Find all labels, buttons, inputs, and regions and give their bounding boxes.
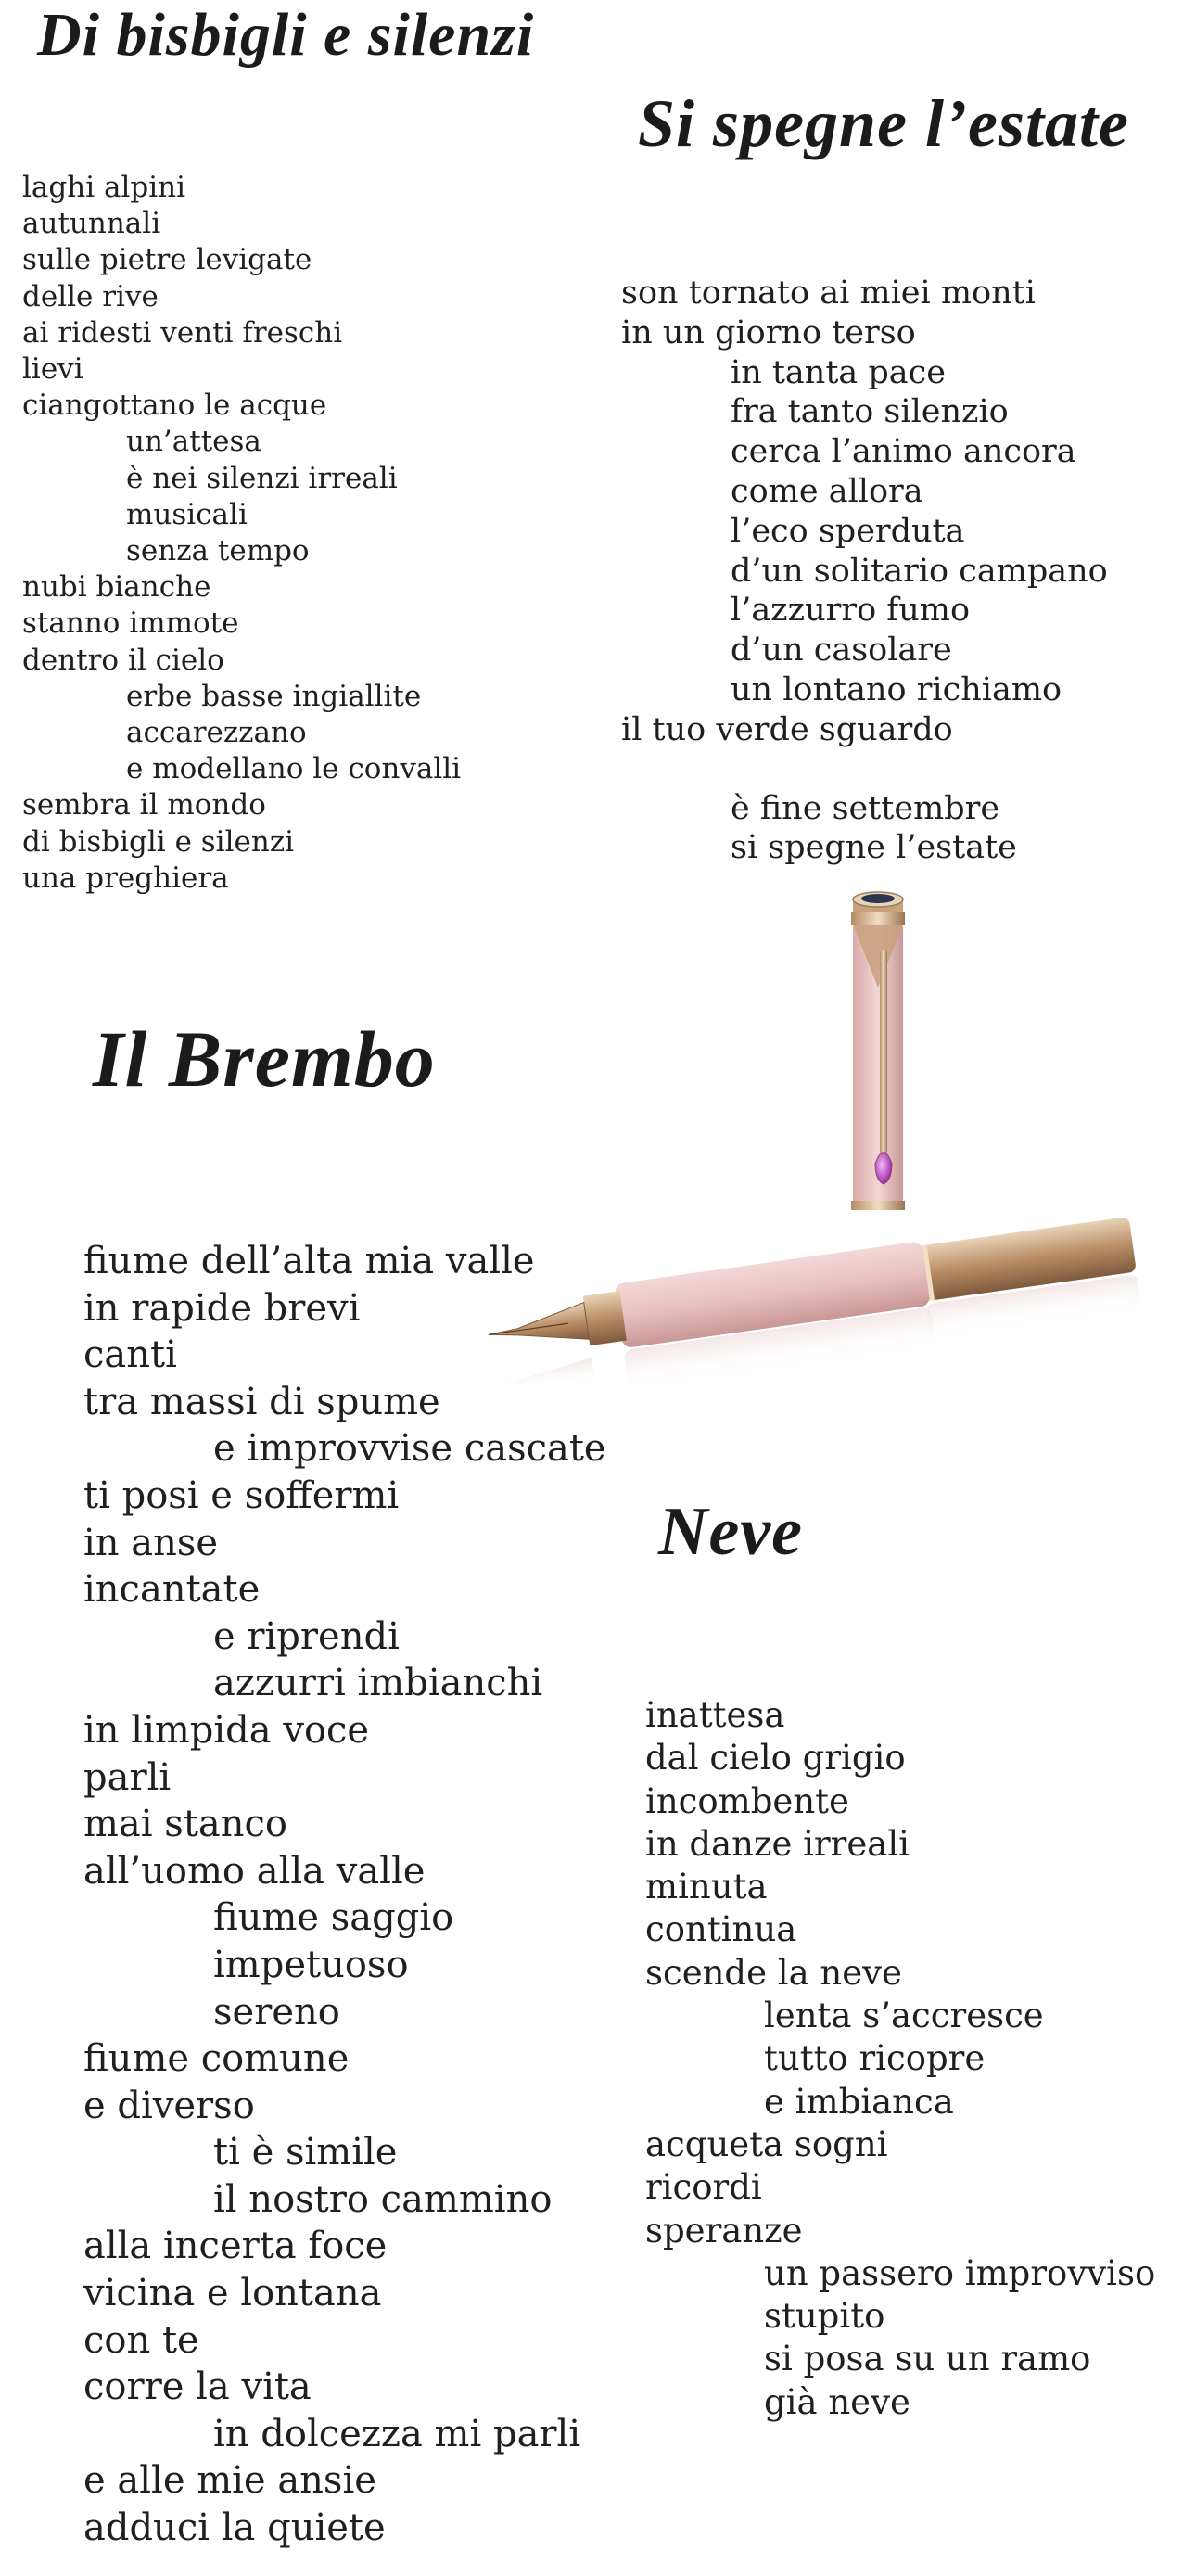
poem-line: come allora	[731, 472, 923, 510]
poem-line: musicali	[126, 497, 248, 531]
poem-line: autunnali	[22, 207, 161, 241]
poem-line: vicina e lontana	[83, 2272, 382, 2315]
poem-line: si spegne l’estate	[731, 829, 1017, 867]
poem-line: delle rive	[22, 279, 159, 313]
poem-line: ciangottano le acque	[22, 389, 327, 423]
poem-line: ricordi	[645, 2167, 762, 2208]
poem-line: speranze	[645, 2210, 803, 2251]
poem-body-neve	[645, 1694, 1155, 2424]
poem-line: l’azzurro fumo	[731, 592, 971, 630]
poem-line: e improvvise cascate	[213, 1427, 606, 1471]
poem-title-bisbigli: Di bisbigli e silenzi	[37, 1, 535, 69]
poem-line: incantate	[83, 1568, 261, 1612]
poem-line: è fine settembre	[731, 789, 1000, 827]
poem-line: continua	[645, 1909, 797, 1950]
poem-line: cerca l’animo ancora	[731, 433, 1076, 471]
poem-line: stanno immote	[22, 606, 239, 641]
pen-cap	[851, 892, 905, 1210]
poem-line: ti è simile	[213, 2131, 398, 2174]
poem-line: in tanta pace	[731, 353, 946, 391]
poem-line: fiume comune	[83, 2037, 350, 2081]
poem-line: impetuoso	[213, 1943, 409, 1986]
poem-line: fiume dell’alta mia valle	[83, 1240, 535, 1282]
poem-line: canti	[83, 1333, 177, 1377]
poem-line: con te	[83, 2318, 199, 2362]
poem-line: erbe basse ingiallite	[126, 679, 422, 713]
poem-line: incombente	[645, 1780, 849, 1821]
fountain-pen-icon	[464, 886, 1168, 1386]
poem-line: l’eco sperduta	[731, 512, 965, 550]
poem-line: fiume saggio	[213, 1896, 454, 1940]
poem-line: un passero improvviso	[764, 2252, 1156, 2293]
poem-line: ai ridesti venti freschi	[22, 315, 343, 350]
poem-line: alla incerta foce	[83, 2225, 388, 2268]
poem-line: accarezzano	[126, 716, 307, 750]
poem-body-estate	[621, 274, 1108, 868]
poem-line: si posa su un ramo	[764, 2339, 1091, 2379]
poem-line: senza tempo	[126, 534, 310, 568]
poem-line: lenta s’accresce	[764, 1996, 1044, 2036]
poem-line: un’attesa	[126, 425, 261, 459]
poem-line: minuta	[645, 1867, 768, 1907]
poem-line: una preghiera	[22, 861, 229, 895]
poem-line: in limpida voce	[83, 1708, 370, 1752]
poem-line: parli	[83, 1755, 172, 1799]
poem-line: il tuo verde sguardo	[621, 710, 953, 748]
poem-line: e modellano le convalli	[126, 752, 462, 786]
poem-body-bisbigli	[22, 170, 461, 897]
poem-line: di bisbigli e silenzi	[22, 824, 295, 859]
poem-line: adduci la quiete	[83, 2506, 386, 2550]
poem-line: è nei silenzi irreali	[126, 461, 398, 495]
poem-line: nubi bianche	[22, 570, 211, 605]
poem-line: sulle pietre levigate	[22, 243, 312, 277]
poem-line: inattesa	[645, 1695, 785, 1735]
poem-title-neve: Neve	[658, 1494, 803, 1570]
poem-line: all’uomo alla valle	[83, 1849, 426, 1893]
poem-line: ti posi e soffermi	[83, 1473, 400, 1517]
poem-line: in dolcezza mi parli	[213, 2412, 581, 2455]
poem-line: d’un solitario campano	[731, 552, 1108, 590]
poem-title-estate: Si spegne l’estate	[638, 86, 1129, 160]
poem-body-brembo	[83, 1238, 606, 2552]
poem-line: tra massi di spume	[83, 1380, 440, 1423]
poem-line: corre la vita	[83, 2366, 312, 2409]
poem-line: sereno	[213, 1990, 340, 2034]
poem-line: e diverso	[83, 2084, 255, 2127]
poem-line: e riprendi	[213, 1614, 400, 1658]
poem-line: stupito	[764, 2296, 885, 2337]
poem-line: in danze irreali	[645, 1823, 910, 1864]
poem-line: in un giorno terso	[621, 313, 916, 351]
poem-line: già neve	[764, 2381, 910, 2422]
poem-line: tutto ricopre	[764, 2038, 986, 2079]
poem-line: e imbianca	[764, 2081, 954, 2122]
poem-line: in rapide brevi	[83, 1286, 361, 1330]
poem-line: dal cielo grigio	[645, 1738, 906, 1779]
poem-line: mai stanco	[83, 1803, 287, 1846]
poem-line: fra tanto silenzio	[731, 393, 1009, 431]
poem-line: e alle mie ansie	[83, 2459, 376, 2503]
poem-line: il nostro cammino	[213, 2177, 553, 2221]
poem-line: in anse	[83, 1521, 219, 1564]
poem-line: azzurri imbianchi	[213, 1662, 543, 1705]
poem-line: son tornato ai miei monti	[621, 274, 1036, 312]
poem-line: laghi alpini	[22, 171, 186, 204]
poem-line: un lontano richiamo	[731, 670, 1062, 708]
poem-line: lievi	[22, 352, 83, 387]
poem-line: dentro il cielo	[22, 643, 224, 677]
poem-line: acqueta sogni	[645, 2123, 888, 2164]
poem-line: d’un casolare	[731, 631, 952, 670]
poem-line: scende la neve	[645, 1952, 902, 1993]
poem-title-brembo: Il Brembo	[93, 1014, 436, 1103]
poem-line: sembra il mondo	[22, 788, 266, 823]
